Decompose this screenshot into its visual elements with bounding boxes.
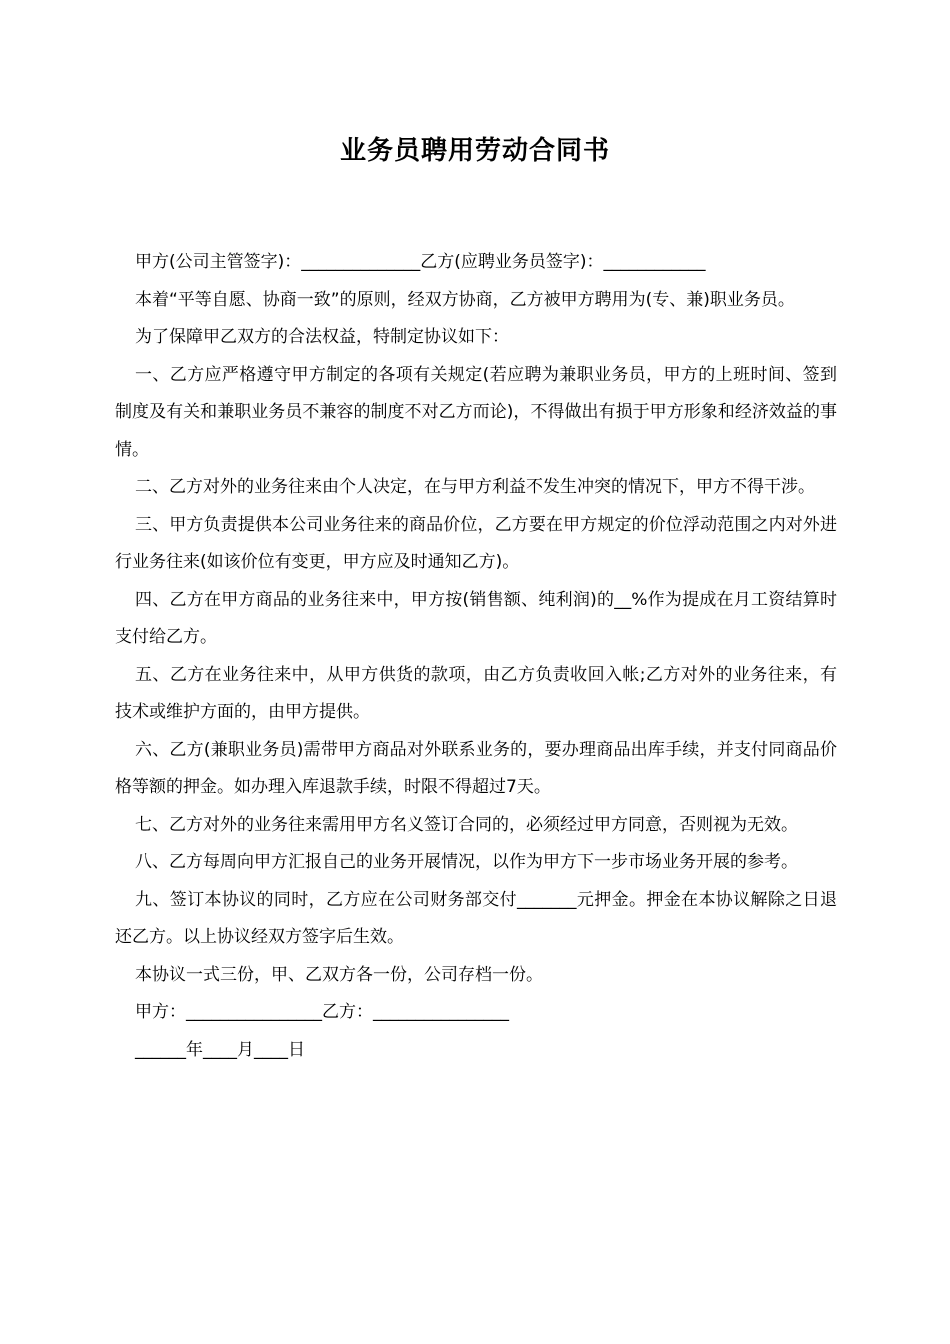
document-title: 业务员聘用劳动合同书: [339, 136, 610, 166]
signature-line-top: 甲方(公司主管签字)：______________乙方(应聘业务员签字)：____________: [135, 252, 706, 272]
clause-2: 二、乙方对外的业务往来由个人决定，在与甲方利益不发生冲突的情况下，甲方不得干涉。: [135, 477, 815, 497]
clause-8: 八、乙方每周向甲方汇报自己的业务开展情况，以作为甲方下一步市场业务开展的参考。: [135, 852, 798, 872]
document-body: [115, 244, 837, 1069]
clause-9: 九、签订本协议的同时，乙方应在公司财务部交付_______元押金。押金在本协议解除之日退还乙方。以上协议经双方签字后生效。: [115, 889, 837, 947]
signature-line-bottom: 甲方：________________乙方：________________: [135, 1002, 509, 1022]
clause-5: 五、乙方在业务往来中，从甲方供货的款项，由乙方负责收回入帐;乙方对外的业务往来，有技术或维护方面的，由甲方提供。: [115, 664, 837, 722]
clause-7: 七、乙方对外的业务往来需用甲方名义签订合同的，必须经过甲方同意，否则视为无效。: [135, 814, 798, 835]
clause-6: 六、乙方(兼职业务员)需带甲方商品对外联系业务的，要办理商品出库手续，并支付同商品价格等额的押金。如办理入库退款手续，时限不得超过7天。: [115, 739, 837, 797]
purpose-paragraph: 为了保障甲乙双方的合法权益，特制定协议如下：: [135, 327, 509, 347]
clause-3: 三、甲方负责提供本公司业务往来的商品价位，乙方要在甲方规定的价位浮动范围之内对外进行业务往来(如该价位有变更，甲方应及时通知乙方)。: [115, 514, 837, 572]
copies-paragraph: 本协议一式三份，甲、乙双方各一份，公司存档一份。: [135, 964, 543, 985]
clause-4: 四、乙方在甲方商品的业务往来中，甲方按(销售额、纯利润)的__%作为提成在月工资结算时支付给乙方。: [115, 589, 837, 647]
intro-paragraph: 本着“平等自愿、协商一致”的原则，经双方协商，乙方被甲方聘用为(专、兼)职业务员。: [135, 289, 795, 310]
clause-1: 一、乙方应严格遵守甲方制定的各项有关规定(若应聘为兼职业务员，甲方的上班时间、签到制度及有关和兼职业务员不兼容的制度不对乙方而论)，不得做出有损于甲方形象和经济效益的事情。: [115, 364, 837, 460]
date-line: ______年____月____日: [135, 1039, 305, 1060]
